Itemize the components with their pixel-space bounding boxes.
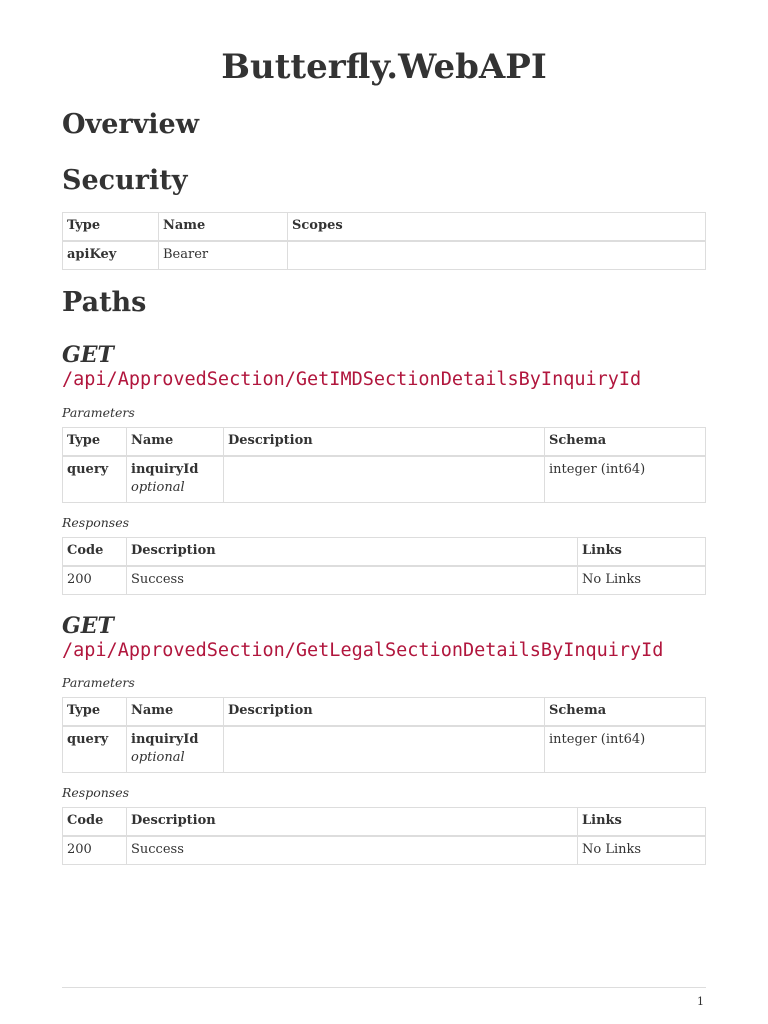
table-row — [63, 836, 706, 865]
response-links-cell: No Links — [578, 836, 706, 865]
table-row — [63, 566, 706, 595]
table-row — [63, 456, 706, 503]
column-header-type: Type — [63, 428, 127, 457]
param-type-cell: query — [63, 726, 127, 773]
column-header-links: Links — [578, 808, 706, 837]
endpoint-path: /api/ApprovedSection/GetIMDSectionDetailsByInquiryId — [62, 369, 642, 390]
param-schema-cell: integer (int64) — [545, 456, 706, 503]
param-type-cell: query — [63, 456, 127, 503]
column-header-name: Name — [127, 428, 224, 457]
table-header-row — [63, 698, 706, 727]
column-header-name: Name — [159, 213, 288, 242]
column-header-schema: Schema — [545, 428, 706, 457]
operation-heading — [62, 342, 722, 392]
column-header-schema: Schema — [545, 698, 706, 727]
column-header-description: Description — [127, 538, 578, 567]
security-table — [62, 212, 706, 270]
column-header-type: Type — [63, 698, 127, 727]
param-required: optional — [131, 480, 185, 495]
http-method: GET — [62, 342, 114, 368]
param-name-cell — [127, 456, 224, 503]
parameters-table — [62, 427, 706, 503]
responses-caption: Responses — [62, 515, 130, 530]
response-links-cell: No Links — [578, 566, 706, 595]
document-title: Butterfly.WebAPI — [221, 47, 547, 87]
column-header-description: Description — [224, 698, 545, 727]
param-name-cell — [127, 726, 224, 773]
security-scopes-cell — [288, 241, 706, 270]
page-number: 1 — [697, 995, 704, 1008]
column-header-name: Name — [127, 698, 224, 727]
table-header-row — [63, 808, 706, 837]
param-name: inquiryId — [131, 732, 199, 747]
table-row — [63, 726, 706, 773]
table-header-row — [63, 213, 706, 242]
column-header-links: Links — [578, 538, 706, 567]
operation-heading — [62, 613, 722, 663]
column-header-code: Code — [63, 808, 127, 837]
parameters-table — [62, 697, 706, 773]
param-name: inquiryId — [131, 462, 199, 477]
endpoint-path: /api/ApprovedSection/GetLegalSectionDetailsByInquiryId — [62, 640, 664, 661]
paths-heading: Paths — [62, 287, 147, 318]
response-description-cell: Success — [127, 836, 578, 865]
http-method: GET — [62, 613, 114, 639]
parameters-caption: Parameters — [62, 405, 135, 420]
overview-heading: Overview — [62, 109, 199, 140]
table-header-row — [63, 428, 706, 457]
param-description-cell — [224, 456, 545, 503]
response-code-cell: 200 — [63, 836, 127, 865]
column-header-type: Type — [63, 213, 159, 242]
column-header-description: Description — [224, 428, 545, 457]
security-heading: Security — [62, 165, 188, 196]
security-name-cell: Bearer — [159, 241, 288, 270]
column-header-scopes: Scopes — [288, 213, 706, 242]
param-required: optional — [131, 750, 185, 765]
param-description-cell — [224, 726, 545, 773]
responses-table — [62, 807, 706, 865]
column-header-description: Description — [127, 808, 578, 837]
param-schema-cell: integer (int64) — [545, 726, 706, 773]
parameters-caption: Parameters — [62, 675, 135, 690]
column-header-code: Code — [63, 538, 127, 567]
table-row — [63, 241, 706, 270]
responses-table — [62, 537, 706, 595]
response-description-cell: Success — [127, 566, 578, 595]
security-type-cell: apiKey — [63, 241, 159, 270]
footer-divider — [62, 987, 706, 988]
table-header-row — [63, 538, 706, 567]
responses-caption: Responses — [62, 785, 130, 800]
response-code-cell: 200 — [63, 566, 127, 595]
